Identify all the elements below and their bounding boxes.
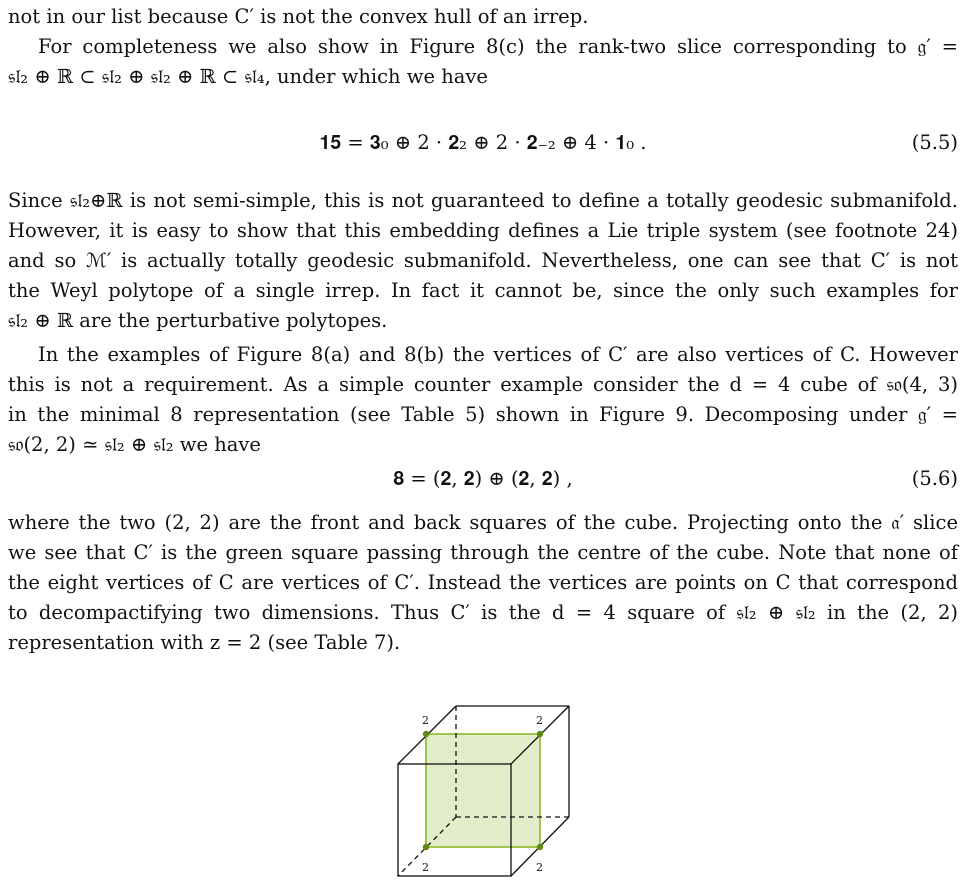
- equation-body: 𝟏𝟓 = 𝟑₀ ⊕ 2 · 𝟐₂ ⊕ 2 · 𝟐₋₂ ⊕ 4 · 𝟏₀ .: [319, 131, 647, 154]
- text-line: this is not a requirement. As a simple counter example consider the d = 4 cube of 𝔰𝔬(4, 3): [8, 373, 958, 396]
- text-line: However, it is easy to show that this embedding defines a Lie triple system (see footnote 24): [8, 219, 958, 242]
- paragraph-squares: [8, 508, 958, 658]
- text-line: For completeness we also show in Figure 8(c) the rank-two slice corresponding to 𝔤′ =: [38, 35, 958, 58]
- text-line: not in our list because C′ is not the convex hull of an irrep.: [8, 5, 589, 28]
- vertex-label: 2: [422, 714, 429, 727]
- equation-number: (5.6): [911, 467, 958, 490]
- text-line: In the examples of Figure 8(a) and 8(b) the vertices of C′ are also vertices of C. However: [38, 343, 958, 366]
- text-line: where the two (2, 2) are the front and back squares of the cube. Projecting onto the 𝔞′ slice: [8, 511, 958, 534]
- paragraph-examples: [8, 340, 958, 460]
- text-line: representation with z = 2 (see Table 7).: [8, 631, 401, 654]
- equation-5-6: [8, 464, 958, 494]
- text-line: 𝔰𝔩₂ ⊕ ℝ are the perturbative polytopes.: [8, 309, 388, 332]
- equation-number: (5.5): [911, 131, 958, 154]
- paragraph-semisimple: [8, 186, 958, 336]
- cube-diagram: [0, 700, 965, 883]
- equation-body: 𝟖 = (𝟐, 𝟐) ⊕ (𝟐, 𝟐) ,: [393, 467, 573, 490]
- paragraph-completeness: [8, 32, 958, 92]
- text-line: the Weyl polytope of a single irrep. In fact it cannot be, since the only such examples for: [8, 279, 958, 302]
- vertex-dot: [423, 731, 429, 737]
- text-line: the eight vertices of C are vertices of C′. Instead the vertices are points on C that correspond: [8, 571, 958, 594]
- equation-5-5: [8, 128, 958, 158]
- vertex-dot: [423, 844, 429, 850]
- text-line: Since 𝔰𝔩₂⊕ℝ is not semi-simple, this is not guaranteed to define a totally geodesic submanifold.: [8, 189, 958, 212]
- text-line: and so ℳ′ is actually totally geodesic submanifold. Nevertheless, one can see that C′ is not: [8, 249, 958, 272]
- text-line: 𝔰𝔩₂ ⊕ ℝ ⊂ 𝔰𝔩₂ ⊕ 𝔰𝔩₂ ⊕ ℝ ⊂ 𝔰𝔩₄, under which we have: [8, 65, 488, 88]
- text-line: in the minimal 8 representation (see Table 5) shown in Figure 9. Decomposing under 𝔤′ =: [8, 403, 958, 426]
- vertex-label: 2: [536, 861, 543, 874]
- text-line: we see that C′ is the green square passing through the centre of the cube. Note that none of: [8, 541, 958, 564]
- vertex-dot: [537, 844, 543, 850]
- text-line: to decompactifying two dimensions. Thus C′ is the d = 4 square of 𝔰𝔩₂ ⊕ 𝔰𝔩₂ in the (2, 2): [8, 601, 958, 624]
- figure-cube: [0, 700, 965, 883]
- paragraph-intro: [8, 2, 958, 32]
- vertex-label: 2: [536, 714, 543, 727]
- vertex-dot: [537, 731, 543, 737]
- text-line: 𝔰𝔬(2, 2) ≃ 𝔰𝔩₂ ⊕ 𝔰𝔩₂ we have: [8, 433, 261, 456]
- vertex-label: 2: [422, 861, 429, 874]
